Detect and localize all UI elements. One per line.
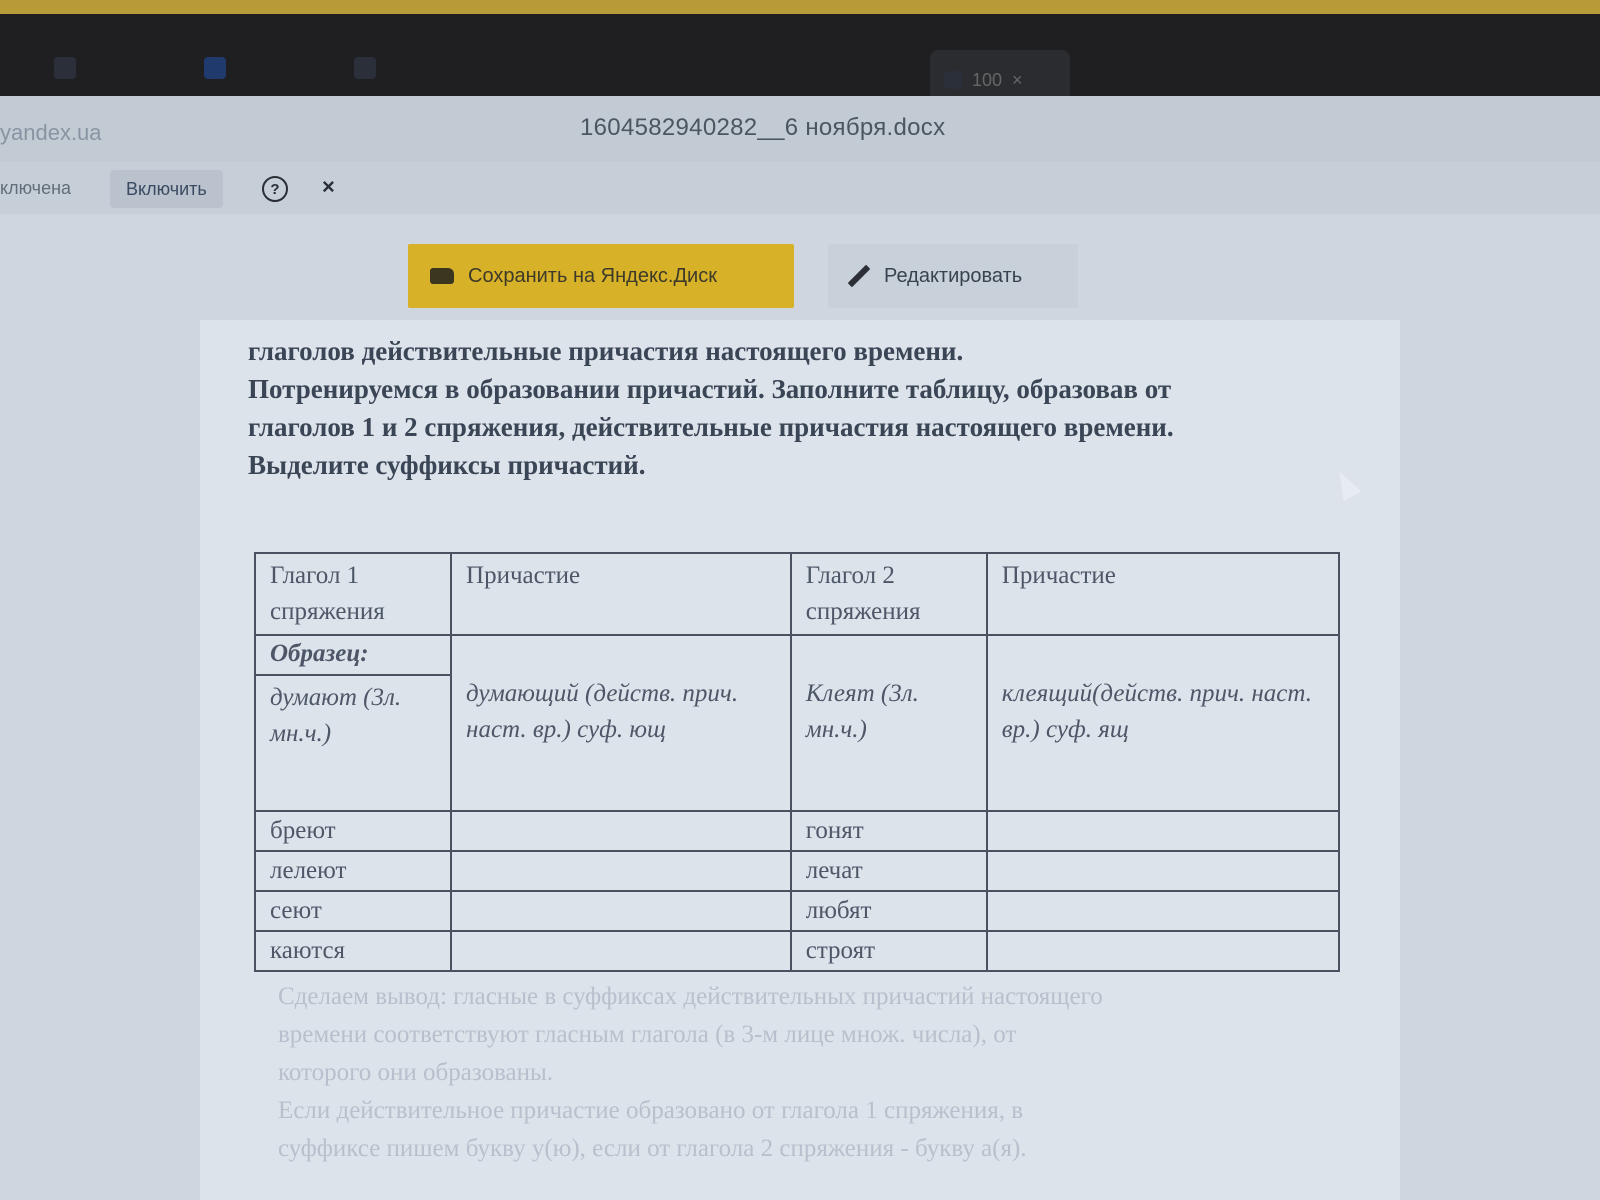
table-row xyxy=(255,931,1339,971)
save-button-label: Сохранить на Яндекс.Диск xyxy=(468,264,717,287)
browser-tab[interactable] xyxy=(340,48,400,88)
tab-close-icon[interactable]: × xyxy=(1012,69,1023,90)
tab-favicon-icon xyxy=(54,57,76,79)
notification-bar xyxy=(0,162,1600,214)
address-bar xyxy=(0,96,1600,162)
edit-button-label: Редактировать xyxy=(884,264,1023,287)
browser-tab[interactable] xyxy=(40,48,100,88)
conclusion-line: Сделаем вывод: гласные в суффиксах действительных причастий настоящего xyxy=(278,983,1103,1010)
conclusion-line: времени соответствуют гласным глагола (в 3-м лице множ. числа), от xyxy=(278,1021,1017,1048)
help-icon[interactable]: ? xyxy=(262,176,288,202)
tab-label: 100 xyxy=(972,69,1003,90)
participle1-cell[interactable] xyxy=(451,891,791,931)
participle1-cell[interactable] xyxy=(451,811,791,851)
site-host[interactable]: yandex.ua xyxy=(0,120,102,145)
tab-favicon-icon xyxy=(354,57,376,79)
verb2-cell: лечат xyxy=(791,851,987,891)
table-header-cell: Глагол 1 спряжения xyxy=(255,553,451,635)
pencil-icon xyxy=(848,265,871,288)
verb2-cell: любят xyxy=(791,891,987,931)
participle2-cell[interactable] xyxy=(987,931,1339,971)
document-line: Потренируемся в образовании причастий. Заполните таблицу, образовав от xyxy=(248,374,1172,404)
conclusion-line: Если действительное причастие образовано от глагола 1 спряжения, в xyxy=(278,1097,1024,1124)
tab-favicon-icon xyxy=(204,57,226,79)
participle1-cell[interactable] xyxy=(451,931,791,971)
table-row xyxy=(255,891,1339,931)
enable-button[interactable]: Включить xyxy=(110,170,223,208)
participle-table xyxy=(254,552,1340,972)
browser-tab[interactable] xyxy=(190,48,250,88)
table-header-row xyxy=(255,553,1339,635)
sample-verb-1: думают (3л. мн.ч.) xyxy=(255,675,451,811)
tab-favicon-icon xyxy=(944,71,962,89)
conclusion-line: которого они образованы. xyxy=(278,1059,554,1086)
verb1-cell: сеют xyxy=(255,891,451,931)
table-row xyxy=(255,811,1339,851)
table-row xyxy=(255,851,1339,891)
conclusion-line: суффиксе пишем букву у(ю), если от глагола 2 спряжения - букву а(я). xyxy=(278,1135,1027,1162)
sample-label: Образец: xyxy=(255,635,451,675)
verb2-cell: гонят xyxy=(791,811,987,851)
sample-participle-2: клеящий(действ. прич. наст. вр.) суф. ящ xyxy=(987,635,1339,811)
verb2-cell: строят xyxy=(791,931,987,971)
edit-button[interactable] xyxy=(828,244,1078,308)
browser-tab-strip xyxy=(0,0,1600,96)
verb1-cell: бреют xyxy=(255,811,451,851)
table-header-cell: Причастие xyxy=(451,553,791,635)
save-to-yandex-disk-button[interactable] xyxy=(408,244,794,308)
document-line: Выделите суффиксы причастий. xyxy=(248,450,646,480)
participle1-cell[interactable] xyxy=(451,851,791,891)
verb1-cell: каются xyxy=(255,931,451,971)
sample-verb-2: Клеят (3л. мн.ч.) xyxy=(791,635,987,811)
close-icon[interactable]: × xyxy=(322,174,335,199)
disk-icon xyxy=(430,268,454,284)
participle2-cell[interactable] xyxy=(987,891,1339,931)
participle2-cell[interactable] xyxy=(987,811,1339,851)
document-line: глаголов действительные причастия настоящего времени. xyxy=(248,336,964,366)
verb1-cell: лелеют xyxy=(255,851,451,891)
sample-participle-1: думающий (действ. прич. наст. вр.) суф. ющ xyxy=(451,635,791,811)
table-header-cell: Причастие xyxy=(987,553,1339,635)
table-header-cell: Глагол 2 спряжения xyxy=(791,553,987,635)
document-line: глаголов 1 и 2 спряжения, действительные причастия настоящего времени. xyxy=(248,412,1174,442)
sample-label-row xyxy=(255,635,1339,675)
participle2-cell[interactable] xyxy=(987,851,1339,891)
notification-text: ключена xyxy=(0,178,72,198)
document-title: 1604582940282__6 ноября.docx xyxy=(580,114,946,141)
